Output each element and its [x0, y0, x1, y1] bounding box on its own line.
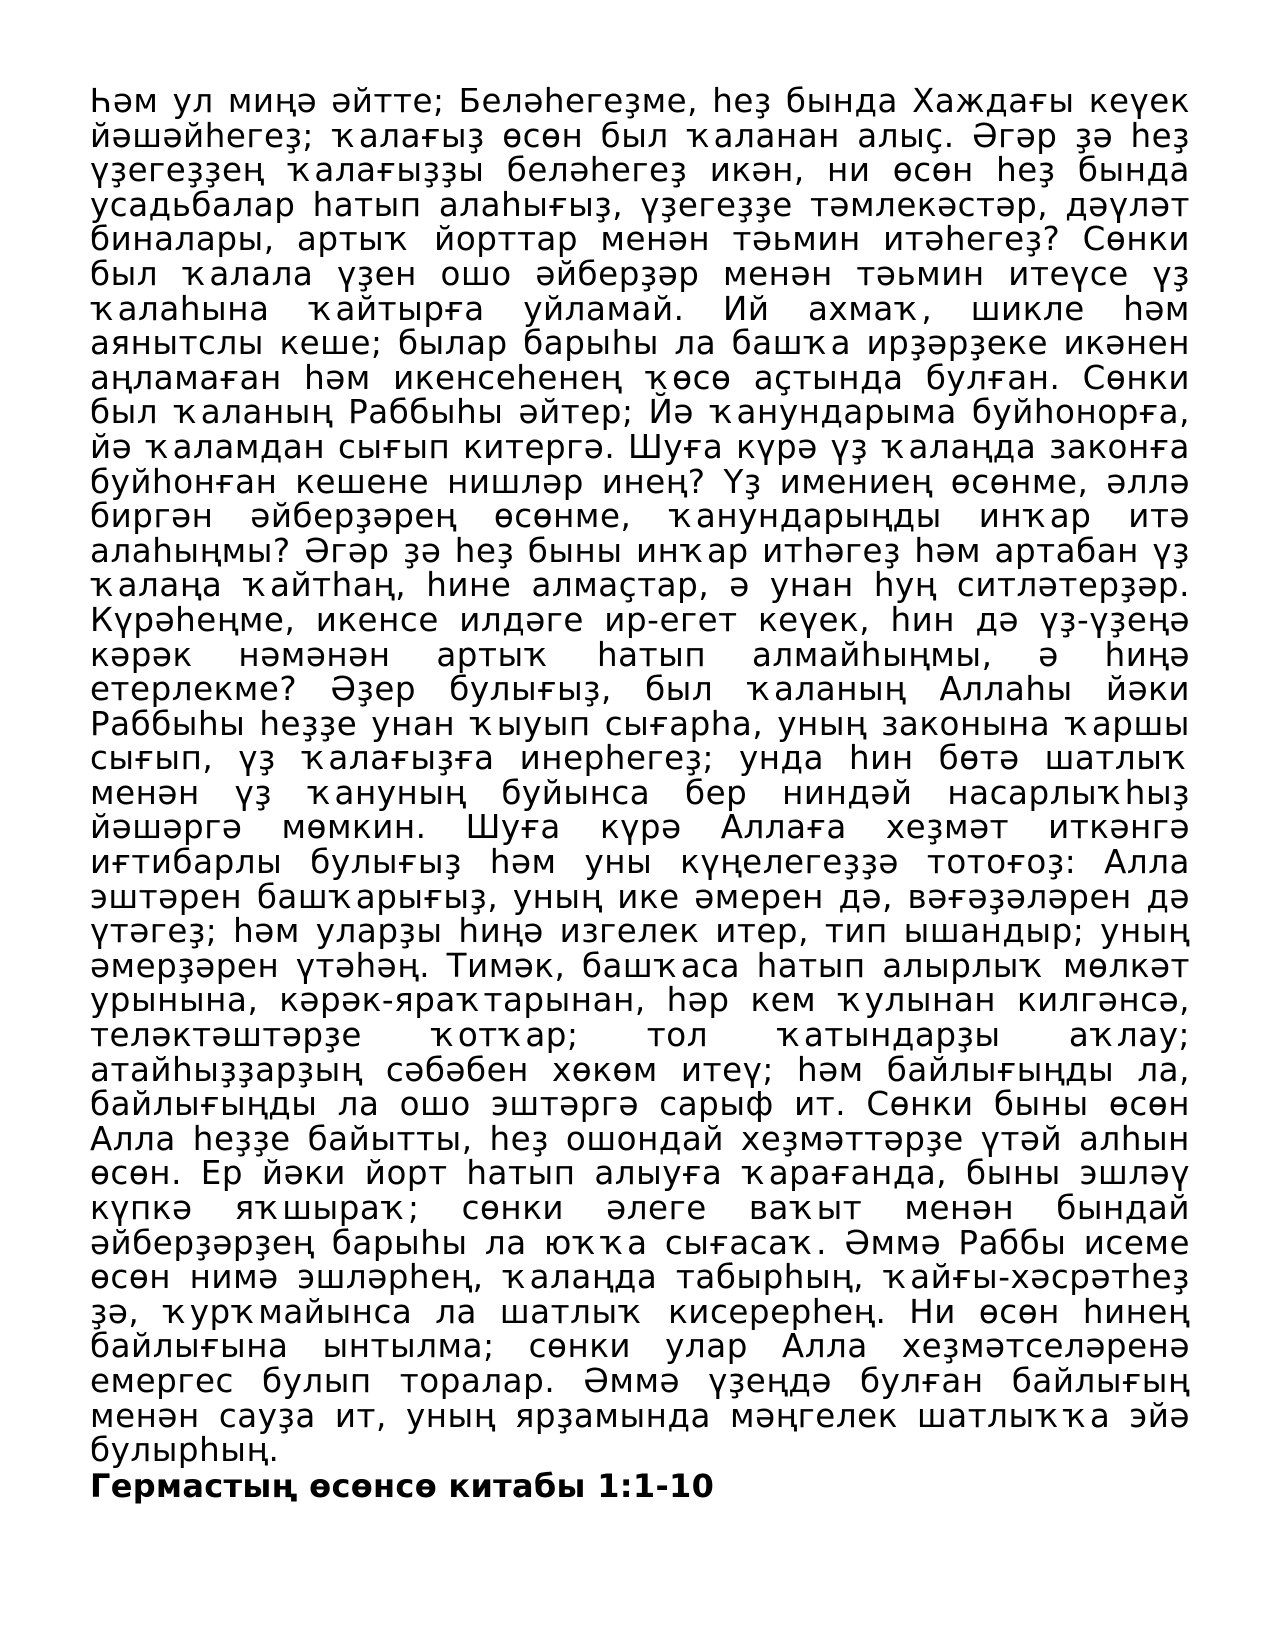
document-page — [90, 84, 1190, 1504]
scripture-reference: Гермастың өсөнсө китабы 1:1-10 — [90, 1466, 715, 1505]
passage-text: Һәм ул миңә әйтте; Беләһегеҙме, һеҙ бында Хаждағы кеүек йәшәйһегеҙ; ҡалағыҙ өсөн был ҡаланан алыҫ. Әгәр ҙә һеҙ үҙегеҙҙең ҡалағыҙҙы беләһегеҙ икән, ни өсөн һеҙ бында усадьбалар һатып алаһығыҙ, үҙегеҙҙе тәмлекәстәр, дәүләт биналары, артыҡ йорттар менән тәьмин итәһегеҙ? Сөнки был ҡалала үҙен ошо әйберҙәр менән тәьмин итеүсе үҙ ҡалаһына ҡайтырға уйламай. Ий ахмаҡ, шикле һәм аянытслы кеше; былар барыһы ла башҡа ирҙәрҙеке икәнен аңламаған һәм икенсеһенең ҡөсө аҫтында булған. Сөнки был ҡаланың Раббыһы әйтер; Йә ҡанундарыма буйһонорға, йә ҡаламдан сығып китергә. Шуға күрә үҙ ҡалаңда законға буйһонған кешене нишләр инең? Үҙ имениең өсөнме, әллә биргән әйберҙәрең өсөнме, ҡанундарыңды инҡар итә алаһыңмы? Әгәр ҙә һеҙ быны инҡар итһәгеҙ һәм артабан үҙ ҡалаңа ҡайтһаң, һине алмаҫтар, ә унан һуң ситләтерҙәр. Күрәһеңме, икенсе илдәге ир-егет кеүек, һин дә үҙ-үҙеңә кәрәк нәмәнән артыҡ һатып алмайһыңмы, ә һиңә етерлекме? Әҙер булығыҙ, был ҡаланың Аллаһы йәки Раббыһы һеҙҙе унан ҡыуып сығарһа, уның законына ҡаршы сығып, үҙ ҡалағыҙға инерһегеҙ; унда һин бөтә шатлыҡ менән үҙ ҡануның буйынса бер ниндәй насарлыҡһыҙ йәшәргә мөмкин. Шуға күрә Аллаға хеҙмәт иткәнгә иғтибарлы булығыҙ һәм уны күңелегеҙҙә тотоғоҙ: Алла эштәрен башҡарығыҙ, уның ике әмерен дә, вәғәҙәләрен дә үтәгеҙ; һәм уларҙы һиңә изгелек итер, тип ышандыр; уның әмерҙәрен үтәһәң. Тимәк, башҡаса һатып алырлыҡ мөлкәт урынына, кәрәк-яраҡтарынан, һәр кем ҡулынан килгәнсә, теләктәштәрҙе ҡотҡар; тол ҡатындарҙы аҡлау; атайһыҙҙарҙың сәбәбен хөкөм итеү; һәм байлығыңды ла, байлығыңды ла ошо эштәргә сарыф ит. Сөнки быны өсөн Алла һеҙҙе байытты, һеҙ ошондай хеҙмәттәрҙе үтәй алһын өсөн. Ер йәки йорт һатып алыуға ҡарағанда, быны эшләү күпкә яҡшыраҡ; сөнки әлеге ваҡыт менән бындай әйберҙәрҙең барыһы ла юҡҡа сығасаҡ. Әммә Раббы исеме өсөн нимә эшләрһең, ҡалаңда табырһың, ҡайғы-хәсрәтһеҙ ҙә, ҡурҡмайынса ла шатлыҡ кисерерһең. Ни өсөн һинең байлығына ынтылма; сөнки улар Алла хеҙмәтселәренә емергес булып торалар. Әммә үҙеңдә булған байлығың менән сауҙа ит, уның ярҙамында мәңгелек шатлыҡҡа эйә булырһың. — [90, 82, 1190, 1470]
